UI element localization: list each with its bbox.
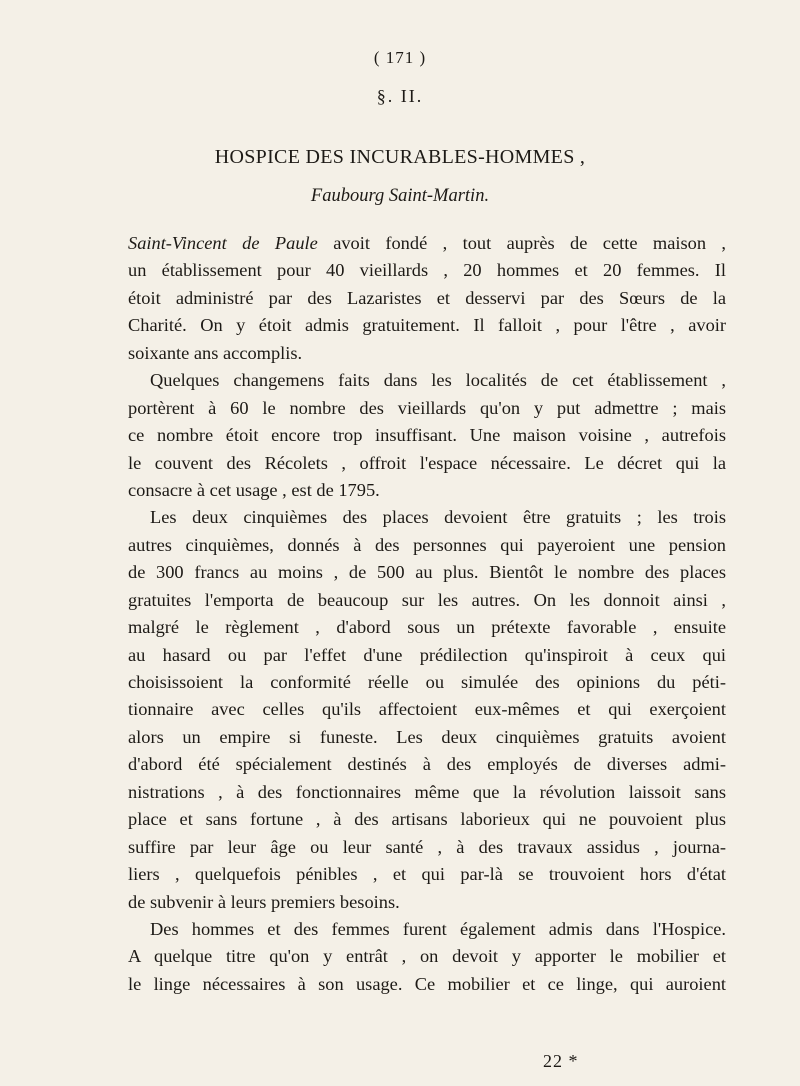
- line-text: au hasard ou par l'effet d'une prédilection qu'inspiroit à ceux qui: [128, 644, 726, 665]
- text-line: [128, 367, 726, 394]
- text-line: [128, 916, 726, 943]
- line-text: Les deux cinquièmes des places devoient être gratuits ; les trois: [150, 507, 726, 528]
- text-line: [128, 230, 726, 257]
- line-text: liers , quelquefois pénibles , et qui par-là se trouvoient hors d'état: [128, 864, 726, 885]
- text-line: [128, 642, 726, 669]
- text-line: [128, 340, 726, 367]
- line-text: de 300 francs au moins , de 500 au plus. Bientôt le nombre des places: [128, 562, 726, 583]
- page-subtitle: Faubourg Saint-Martin.: [310, 186, 490, 206]
- line-text: place et sans fortune , à des artisans laborieux qui ne pouvoient plus: [128, 809, 726, 830]
- text-line: [128, 889, 726, 916]
- line-text: gratuites l'emporta de beaucoup sur les autres. On les donnoit ainsi ,: [128, 589, 726, 610]
- line-text: d'abord été spécialement destinés à des employés de diverses admi-: [128, 754, 726, 775]
- text-line: [128, 971, 726, 998]
- line-text: choisissoient la conformité réelle ou simulée des opinions du péti-: [128, 672, 726, 692]
- text-line: [128, 614, 726, 641]
- line-text: soixante ans accomplis.: [128, 342, 303, 363]
- text-line: [128, 806, 726, 833]
- line-text: autres cinquièmes, donnés à des personnes qui payeroient une pension: [128, 534, 726, 555]
- text-line: [128, 504, 726, 531]
- text-line: [128, 696, 726, 723]
- page-number: ( 171 ): [373, 48, 427, 67]
- body-text: [128, 230, 726, 998]
- text-line: [128, 751, 726, 778]
- line-text: portèrent à 60 le nombre des vieillards qu'on y put admettre ; mais: [128, 397, 726, 418]
- text-line: [128, 724, 726, 751]
- line-text: Charité. On y étoit admis gratuitement. Il falloit , pour l'être , avoir: [128, 315, 726, 336]
- text-line: [128, 779, 726, 806]
- line-text: Des hommes et des femmes furent également admis dans l'Hospice.: [150, 918, 726, 939]
- line-text: alors un empire si funeste. Les deux cinquièmes gratuits avoient: [128, 726, 726, 747]
- text-line: [128, 477, 726, 504]
- line-text: Quelques changemens faits dans les localités de cet établissement ,: [150, 370, 726, 391]
- line-text: de subvenir à leurs premiers besoins.: [128, 891, 400, 912]
- line-text: un établissement pour 40 vieillards , 20 hommes et 20 femmes. Il: [128, 260, 726, 281]
- text-line: [128, 422, 726, 449]
- text-line: [128, 834, 726, 861]
- line-text: étoit administré par des Lazaristes et desservi par des Sœurs de la: [128, 287, 726, 308]
- text-line: [128, 943, 726, 970]
- line-text: suffire par leur âge ou leur santé , à des travaux assidus , journa-: [128, 836, 726, 857]
- line-text: malgré le règlement , d'abord sous un prétexte favorable , ensuite: [128, 617, 726, 638]
- line-text: le couvent des Récolets , offroit l'espace nécessaire. Le décret qui la: [128, 452, 726, 473]
- italic-name: Saint-Vincent de Paule: [128, 233, 318, 253]
- page-title: HOSPICE DES INCURABLES-HOMMES ,: [214, 146, 586, 168]
- line-text: consacre à cet usage , est de 1795.: [128, 479, 380, 500]
- text-line: [128, 450, 726, 477]
- text-line: [128, 395, 726, 422]
- line-text: avoit fondé , tout auprès de cette maison ,: [317, 233, 727, 253]
- text-line: [128, 559, 726, 586]
- text-line: [128, 285, 726, 312]
- line-text: ce nombre étoit encore trop insuffisant. Une maison voisine , autrefois: [128, 425, 726, 446]
- line-text: A quelque titre qu'on y entrât , on devoit y apporter le mobilier et: [128, 946, 726, 967]
- text-line: [128, 257, 726, 284]
- text-line: [128, 312, 726, 339]
- text-line: [128, 587, 726, 614]
- line-text: le linge nécessaires à son usage. Ce mobilier et ce linge, qui auroient: [128, 973, 726, 994]
- line-text: nistrations , à des fonctionnaires même que la révolution laissoit sans: [128, 781, 726, 802]
- line-text: tionnaire avec celles qu'ils affectoient eux-mêmes et qui exerçoient: [128, 699, 726, 720]
- section-heading: §. II.: [376, 86, 424, 106]
- text-line: [128, 861, 726, 888]
- text-line: [128, 532, 726, 559]
- signature-mark: 22 *: [543, 1051, 579, 1071]
- text-line: [128, 669, 726, 696]
